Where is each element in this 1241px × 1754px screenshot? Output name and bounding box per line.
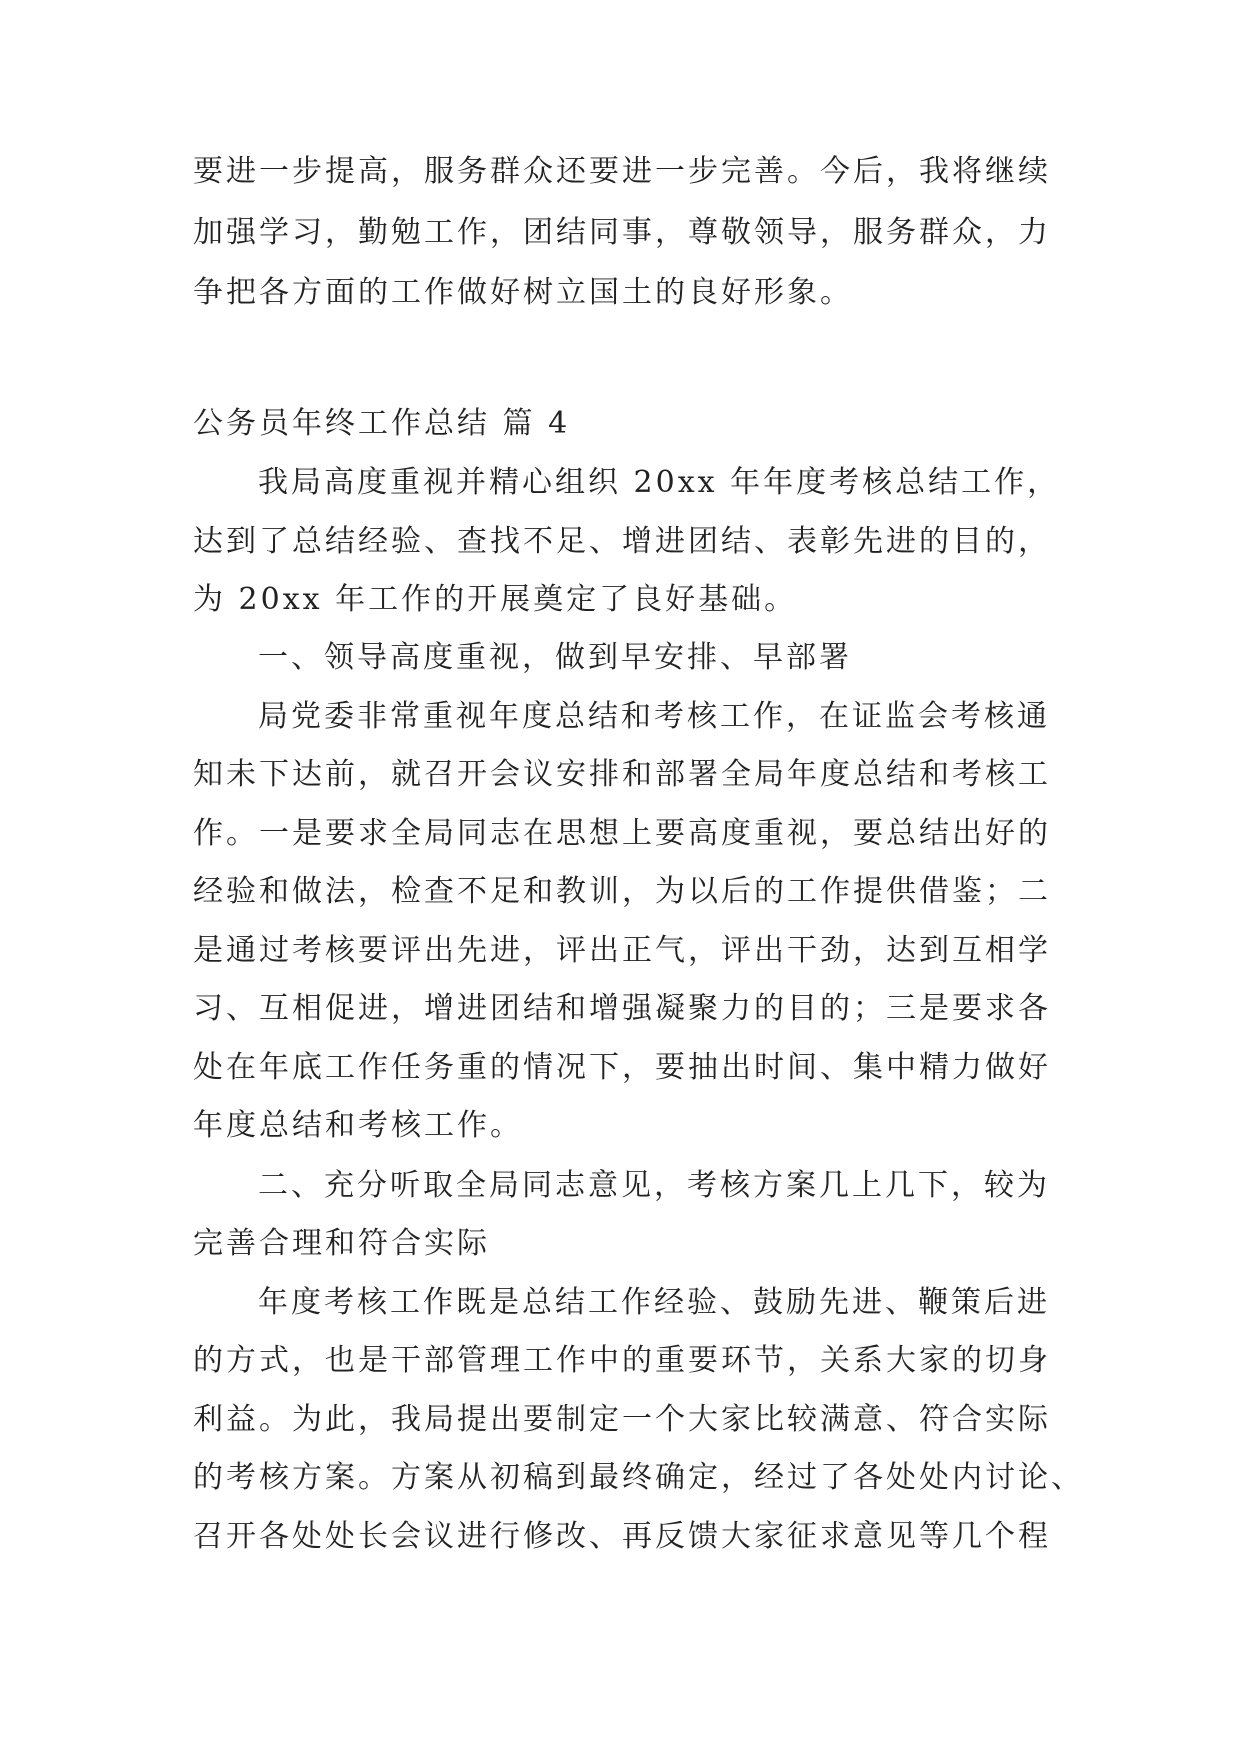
text-line: 年度总结和考核工作。	[193, 1108, 523, 1143]
text-line: 习、互相促进，增进团结和增强凝聚力的目的；三是要求各	[193, 991, 1051, 1026]
text-line: 知未下达前，就召开会议安排和部署全局年度总结和考核工	[193, 757, 1051, 792]
subheading-1: 一、领导高度重视，做到早安排、早部署	[258, 640, 852, 675]
text-line: 争把各方面的工作做好树立国土的良好形象。	[193, 275, 853, 310]
text-line: 我局高度重视并精心组织 20xx 年年度考核总结工作，	[258, 465, 1061, 500]
text-line: 达到了总结经验、查找不足、增进团结、表彰先进的目的，	[193, 524, 1051, 559]
section-heading: 公务员年终工作总结 篇 4	[193, 406, 571, 441]
subheading-2: 二、充分听取全局同志意见，考核方案几上几下，较为	[258, 1168, 1050, 1203]
text-line: 加强学习，勤勉工作，团结同事，尊敬领导，服务群众，力	[193, 215, 1051, 250]
text-line: 处在年底工作任务重的情况下，要抽出时间、集中精力做好	[193, 1050, 1051, 1085]
text-line: 的考核方案。方案从初稿到最终确定，经过了各处处内讨论、	[193, 1460, 1084, 1495]
text-line: 局党委非常重视年度总结和考核工作，在证监会考核通	[258, 699, 1050, 734]
text-line: 的方式，也是干部管理工作中的重要环节，关系大家的切身	[193, 1343, 1051, 1378]
text-line: 要进一步提高，服务群众还要进一步完善。今后，我将继续	[193, 154, 1051, 189]
text-line: 是通过考核要评出先进，评出正气，评出干劲，达到互相学	[193, 933, 1051, 968]
text-line: 作。一是要求全局同志在思想上要高度重视，要总结出好的	[193, 816, 1051, 851]
text-line: 召开各处处长会议进行修改、再反馈大家征求意见等几个程	[193, 1519, 1051, 1554]
text-line: 年度考核工作既是总结工作经验、鼓励先进、鞭策后进	[258, 1285, 1050, 1320]
text-line: 利益。为此，我局提出要制定一个大家比较满意、符合实际	[193, 1402, 1051, 1437]
text-line: 为 20xx 年工作的开展奠定了良好基础。	[193, 582, 798, 617]
text-line: 经验和做法，检查不足和教训，为以后的工作提供借鉴；二	[193, 874, 1051, 909]
subheading-2-continued: 完善合理和符合实际	[193, 1226, 490, 1261]
